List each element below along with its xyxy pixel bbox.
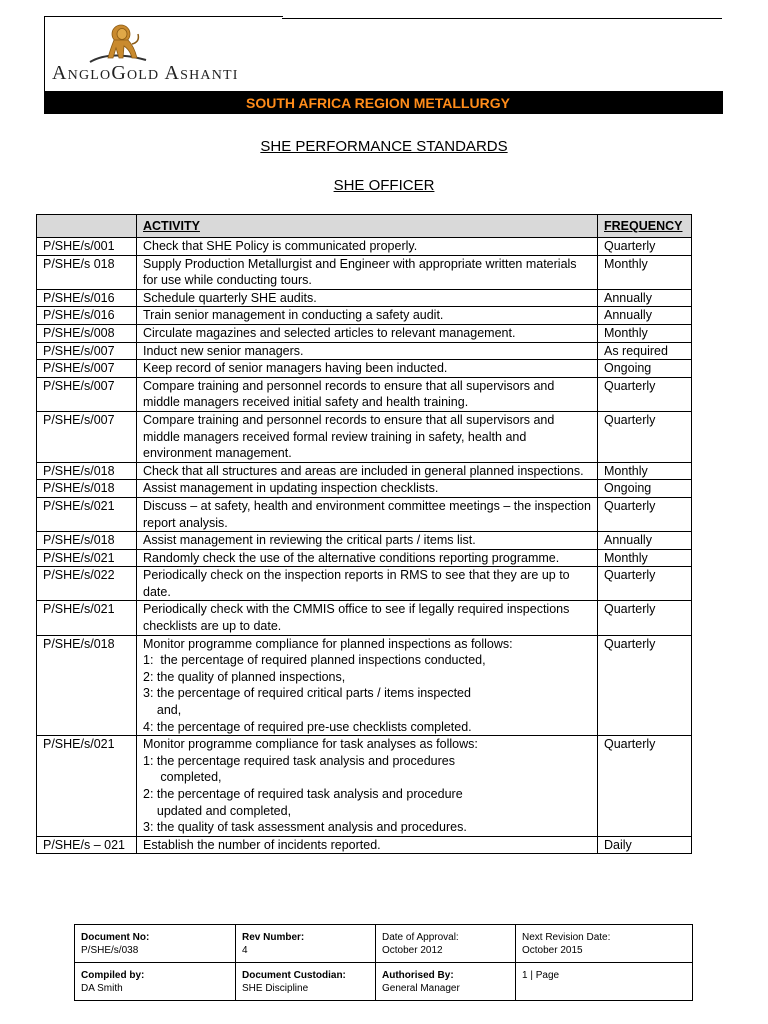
authorised-cell <box>376 963 516 1001</box>
table-row <box>37 324 692 342</box>
page-number: 1 | Page <box>522 970 560 981</box>
next-rev-label: Next Revision Date: <box>522 932 611 943</box>
row-frequency: Quarterly <box>598 567 692 601</box>
page-cell <box>516 963 693 1001</box>
authorised-label: Authorised By: <box>382 970 454 981</box>
next-rev-cell <box>516 925 693 963</box>
approval-value: October 2012 <box>382 945 443 956</box>
row-frequency: Quarterly <box>598 736 692 837</box>
lion-logo-icon <box>88 22 148 66</box>
row-frequency: Quarterly <box>598 411 692 462</box>
brand-name: AngloGold Ashanti <box>52 62 239 84</box>
row-activity: Monitor programme compliance for planned inspections as follows: 1: the percentage of required planned inspections conducted, 2: the quality of planned inspections, 3: the percentage of required critical parts / items inspected and, 4: the percentage of required pre-use checklists completed. <box>137 635 598 736</box>
row-frequency: As required <box>598 342 692 360</box>
table-row <box>37 360 692 378</box>
row-activity: Supply Production Metallurgist and Engineer with appropriate written materials for use while conducting tours. <box>137 255 598 289</box>
authorised-value: General Manager <box>382 983 460 994</box>
banner-text: SOUTH AFRICA REGION METALLURGY <box>246 94 510 111</box>
compiled-value: DA Smith <box>81 983 123 994</box>
row-activity: Induct new senior managers. <box>137 342 598 360</box>
row-activity: Keep record of senior managers having been inducted. <box>137 360 598 378</box>
row-activity: Periodically check on the inspection reports in RMS to see that they are up to date. <box>137 567 598 601</box>
row-activity: Establish the number of incidents reported. <box>137 836 598 854</box>
table-row <box>37 307 692 325</box>
row-activity: Periodically check with the CMMIS office to see if legally required inspections checklists are up to date. <box>137 601 598 635</box>
row-frequency: Ongoing <box>598 480 692 498</box>
approval-cell <box>376 925 516 963</box>
header-frequency: FREQUENCY <box>598 215 692 238</box>
row-code: P/SHE/s/018 <box>37 462 137 480</box>
row-code: P/SHE/s/007 <box>37 342 137 360</box>
document-control-box <box>74 924 693 1001</box>
approval-label: Date of Approval: <box>382 932 459 943</box>
row-frequency: Monthly <box>598 255 692 289</box>
row-code: P/SHE/s – 021 <box>37 836 137 854</box>
table-row <box>37 836 692 854</box>
region-banner <box>44 91 723 114</box>
row-code: P/SHE/s/022 <box>37 567 137 601</box>
rev-value: 4 <box>242 945 248 956</box>
row-code: P/SHE/s/021 <box>37 736 137 837</box>
row-frequency: Monthly <box>598 462 692 480</box>
table-row <box>37 255 692 289</box>
compiled-label: Compiled by: <box>81 970 145 981</box>
row-activity: Compare training and personnel records to ensure that all supervisors and middle managers received initial safety and health training. <box>137 377 598 411</box>
custodian-label: Document Custodian: <box>242 970 346 981</box>
row-frequency: Quarterly <box>598 635 692 736</box>
row-activity: Circulate magazines and selected articles to relevant management. <box>137 324 598 342</box>
row-code: P/SHE/s/021 <box>37 497 137 531</box>
row-code: P/SHE/s/018 <box>37 480 137 498</box>
row-code: P/SHE/s/007 <box>37 411 137 462</box>
doc-no-label: Document No: <box>81 932 150 943</box>
row-activity: Check that SHE Policy is communicated properly. <box>137 238 598 256</box>
next-rev-value: October 2015 <box>522 945 583 956</box>
row-code: P/SHE/s/021 <box>37 549 137 567</box>
rev-cell <box>236 925 376 963</box>
rev-label: Rev Number: <box>242 932 305 943</box>
row-frequency: Monthly <box>598 324 692 342</box>
row-activity: Check that all structures and areas are included in general planned inspections. <box>137 462 598 480</box>
page-subtitle: SHE OFFICER <box>333 177 435 194</box>
top-rule <box>282 18 722 19</box>
standards-table <box>36 214 692 854</box>
table-row <box>37 567 692 601</box>
row-activity: Compare training and personnel records to ensure that all supervisors and middle managers received formal review training in safety, health and environment management. <box>137 411 598 462</box>
row-activity: Assist management in reviewing the critical parts / items list. <box>137 532 598 550</box>
row-code: P/SHE/s/016 <box>37 307 137 325</box>
table-row <box>37 532 692 550</box>
row-code: P/SHE/s 018 <box>37 255 137 289</box>
row-code: P/SHE/s/021 <box>37 601 137 635</box>
row-code: P/SHE/s/008 <box>37 324 137 342</box>
table-row <box>37 238 692 256</box>
custodian-cell <box>236 963 376 1001</box>
row-activity: Assist management in updating inspection checklists. <box>137 480 598 498</box>
row-activity: Monitor programme compliance for task analyses as follows: 1: the percentage required task analysis and procedures completed, 2: the percentage of required task analysis and procedure updated and completed, 3: the quality of task assessment analysis and procedures. <box>137 736 598 837</box>
table-row <box>37 635 692 736</box>
header-code <box>37 215 137 238</box>
row-activity: Schedule quarterly SHE audits. <box>137 289 598 307</box>
row-frequency: Quarterly <box>598 377 692 411</box>
row-code: P/SHE/s/016 <box>37 289 137 307</box>
row-activity: Discuss – at safety, health and environment committee meetings – the inspection report analysis. <box>137 497 598 531</box>
table-row <box>37 549 692 567</box>
row-frequency: Quarterly <box>598 601 692 635</box>
row-activity: Randomly check the use of the alternative conditions reporting programme. <box>137 549 598 567</box>
header-activity: ACTIVITY <box>137 215 598 238</box>
doc-no-cell <box>75 925 236 963</box>
table-row <box>37 480 692 498</box>
row-frequency: Ongoing <box>598 360 692 378</box>
row-frequency: Annually <box>598 307 692 325</box>
row-code: P/SHE/s/018 <box>37 532 137 550</box>
table-row <box>37 342 692 360</box>
custodian-value: SHE Discipline <box>242 983 309 994</box>
page-title: SHE PERFORMANCE STANDARDS <box>260 138 508 155</box>
row-code: P/SHE/s/007 <box>37 377 137 411</box>
table-header-row <box>37 215 692 238</box>
row-frequency: Annually <box>598 289 692 307</box>
row-code: P/SHE/s/018 <box>37 635 137 736</box>
row-frequency: Daily <box>598 836 692 854</box>
table-row <box>37 377 692 411</box>
table-row <box>37 601 692 635</box>
row-frequency: Quarterly <box>598 238 692 256</box>
compiled-cell <box>75 963 236 1001</box>
row-frequency: Quarterly <box>598 497 692 531</box>
row-activity: Train senior management in conducting a safety audit. <box>137 307 598 325</box>
table-row <box>37 411 692 462</box>
row-frequency: Monthly <box>598 549 692 567</box>
table-row <box>37 736 692 837</box>
row-code: P/SHE/s/001 <box>37 238 137 256</box>
table-row <box>37 497 692 531</box>
table-row <box>37 289 692 307</box>
row-frequency: Annually <box>598 532 692 550</box>
doc-no-value: P/SHE/s/038 <box>81 945 139 956</box>
table-row <box>37 462 692 480</box>
row-code: P/SHE/s/007 <box>37 360 137 378</box>
